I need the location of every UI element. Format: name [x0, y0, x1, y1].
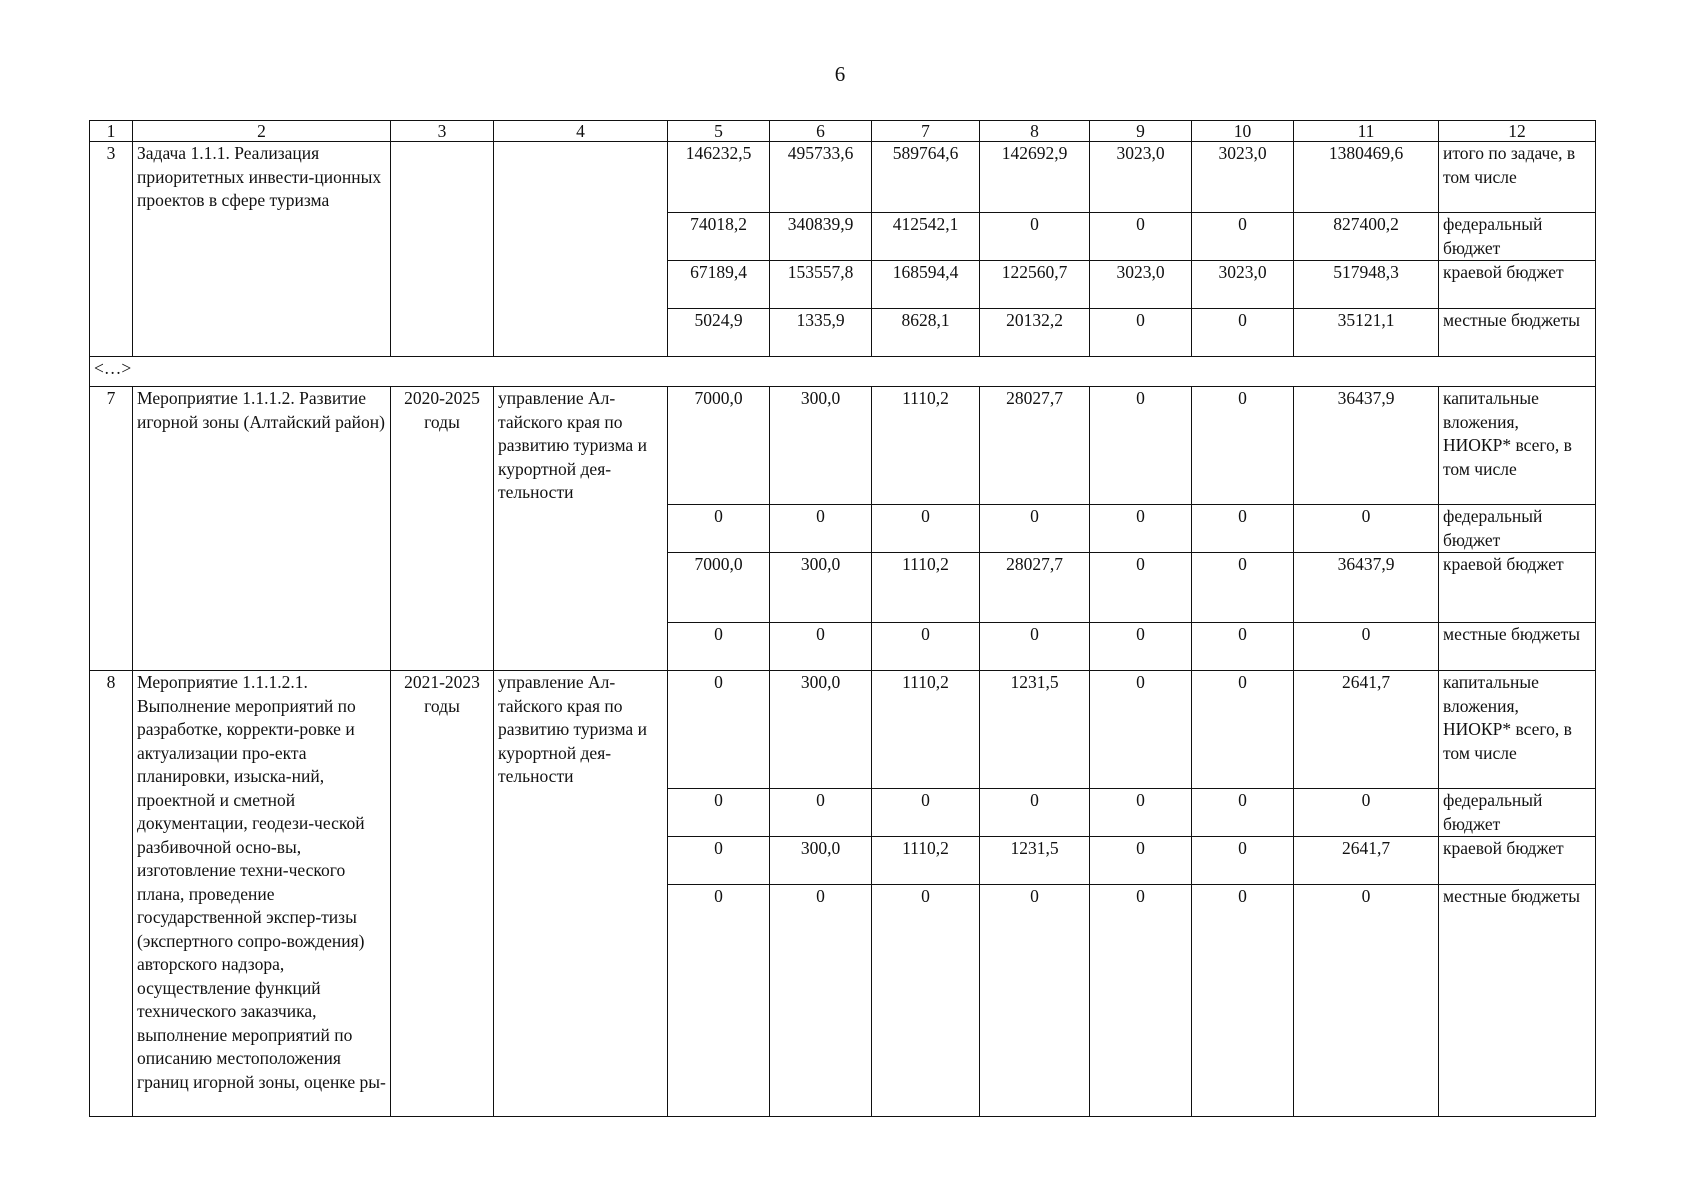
value-cell: 2641,7	[1294, 671, 1439, 789]
value-cell: 589764,6	[872, 142, 980, 213]
value-cell: 0	[1192, 505, 1294, 553]
value-cell: 0	[980, 885, 1090, 1117]
value-cell: 0	[872, 885, 980, 1117]
table-row	[90, 671, 1596, 789]
funding-source: капитальные вложения, НИОКР* всего, в том числе	[1439, 671, 1596, 789]
value-cell: 0	[668, 885, 770, 1117]
omitted-rows-marker: <…>	[90, 357, 1596, 387]
value-cell: 0	[1192, 789, 1294, 837]
value-cell: 1110,2	[872, 553, 980, 623]
value-cell: 3023,0	[1090, 142, 1192, 213]
value-cell: 0	[872, 789, 980, 837]
value-cell: 0	[872, 623, 980, 671]
column-header: 8	[980, 121, 1090, 142]
funding-source: краевой бюджет	[1439, 553, 1596, 623]
value-cell: 0	[1294, 505, 1439, 553]
executor: управление Ал-тайского края по развитию туризма и курортной дея-тельности	[494, 671, 668, 1117]
funding-source: местные бюджеты	[1439, 309, 1596, 357]
implementation-years	[391, 142, 494, 357]
column-header: 7	[872, 121, 980, 142]
value-cell: 0	[1090, 837, 1192, 885]
funding-source: краевой бюджет	[1439, 837, 1596, 885]
value-cell: 0	[1090, 789, 1192, 837]
value-cell: 5024,9	[668, 309, 770, 357]
column-header: 3	[391, 121, 494, 142]
value-cell: 0	[1090, 671, 1192, 789]
value-cell: 67189,4	[668, 261, 770, 309]
column-header: 1	[90, 121, 133, 142]
row-number: 8	[90, 671, 133, 1117]
value-cell: 1110,2	[872, 387, 980, 505]
funding-source: федеральный бюджет	[1439, 213, 1596, 261]
column-number-row	[90, 121, 1596, 142]
implementation-years: 2021-2023 годы	[391, 671, 494, 1117]
value-cell: 35121,1	[1294, 309, 1439, 357]
executor: управление Ал-тайского края по развитию туризма и курортной дея-тельности	[494, 387, 668, 671]
value-cell: 0	[1192, 553, 1294, 623]
value-cell: 300,0	[770, 387, 872, 505]
column-header: 6	[770, 121, 872, 142]
value-cell: 300,0	[770, 671, 872, 789]
value-cell: 0	[872, 505, 980, 553]
value-cell: 0	[980, 789, 1090, 837]
value-cell: 0	[1294, 885, 1439, 1117]
value-cell: 300,0	[770, 837, 872, 885]
value-cell: 142692,9	[980, 142, 1090, 213]
value-cell: 0	[1192, 387, 1294, 505]
table-row	[90, 387, 1596, 505]
table-row	[90, 142, 1596, 213]
value-cell: 412542,1	[872, 213, 980, 261]
value-cell: 3023,0	[1090, 261, 1192, 309]
page-number: 6	[834, 62, 846, 86]
value-cell: 122560,7	[980, 261, 1090, 309]
value-cell: 1231,5	[980, 671, 1090, 789]
value-cell: 1110,2	[872, 837, 980, 885]
value-cell: 0	[1294, 623, 1439, 671]
value-cell: 0	[1090, 213, 1192, 261]
column-header: 9	[1090, 121, 1192, 142]
value-cell: 0	[1090, 505, 1192, 553]
value-cell: 7000,0	[668, 553, 770, 623]
value-cell: 1231,5	[980, 837, 1090, 885]
column-header: 10	[1192, 121, 1294, 142]
value-cell: 28027,7	[980, 553, 1090, 623]
executor	[494, 142, 668, 357]
value-cell: 0	[1090, 885, 1192, 1117]
value-cell: 0	[668, 623, 770, 671]
value-cell: 1335,9	[770, 309, 872, 357]
omitted-rows-row	[90, 357, 1596, 387]
value-cell: 0	[1192, 623, 1294, 671]
implementation-years: 2020-2025 годы	[391, 387, 494, 671]
value-cell: 146232,5	[668, 142, 770, 213]
value-cell: 0	[668, 505, 770, 553]
value-cell: 517948,3	[1294, 261, 1439, 309]
funding-source: федеральный бюджет	[1439, 505, 1596, 553]
value-cell: 20132,2	[980, 309, 1090, 357]
value-cell: 0	[1192, 885, 1294, 1117]
value-cell: 3023,0	[1192, 142, 1294, 213]
value-cell: 0	[1090, 309, 1192, 357]
funding-source: местные бюджеты	[1439, 885, 1596, 1117]
value-cell: 495733,6	[770, 142, 872, 213]
value-cell: 1110,2	[872, 671, 980, 789]
value-cell: 0	[1192, 309, 1294, 357]
column-header: 5	[668, 121, 770, 142]
funding-source: капитальные вложения, НИОКР* всего, в том числе	[1439, 387, 1596, 505]
value-cell: 0	[1192, 671, 1294, 789]
value-cell: 0	[668, 837, 770, 885]
funding-source: местные бюджеты	[1439, 623, 1596, 671]
value-cell: 8628,1	[872, 309, 980, 357]
value-cell: 0	[1294, 789, 1439, 837]
value-cell: 7000,0	[668, 387, 770, 505]
row-number: 7	[90, 387, 133, 671]
value-cell: 0	[770, 505, 872, 553]
value-cell: 1380469,6	[1294, 142, 1439, 213]
value-cell: 0	[770, 789, 872, 837]
value-cell: 0	[668, 789, 770, 837]
value-cell: 827400,2	[1294, 213, 1439, 261]
value-cell: 0	[668, 671, 770, 789]
value-cell: 74018,2	[668, 213, 770, 261]
value-cell: 300,0	[770, 553, 872, 623]
value-cell: 0	[1090, 553, 1192, 623]
column-header: 2	[133, 121, 391, 142]
activity-name: Мероприятие 1.1.1.2. Развитие игорной зоны (Алтайский район)	[133, 387, 391, 671]
value-cell: 0	[1192, 213, 1294, 261]
value-cell: 0	[1090, 623, 1192, 671]
value-cell: 0	[980, 623, 1090, 671]
column-header: 12	[1439, 121, 1596, 142]
funding-source: федеральный бюджет	[1439, 789, 1596, 837]
value-cell: 28027,7	[980, 387, 1090, 505]
activity-name: Задача 1.1.1. Реализация приоритетных инвести-ционных проектов в сфере туризма	[133, 142, 391, 357]
value-cell: 36437,9	[1294, 387, 1439, 505]
funding-source: краевой бюджет	[1439, 261, 1596, 309]
row-number: 3	[90, 142, 133, 357]
value-cell: 0	[770, 885, 872, 1117]
value-cell: 340839,9	[770, 213, 872, 261]
value-cell: 0	[980, 213, 1090, 261]
value-cell: 0	[980, 505, 1090, 553]
column-header: 11	[1294, 121, 1439, 142]
value-cell: 2641,7	[1294, 837, 1439, 885]
value-cell: 0	[1192, 837, 1294, 885]
value-cell: 3023,0	[1192, 261, 1294, 309]
value-cell: 0	[770, 623, 872, 671]
value-cell: 153557,8	[770, 261, 872, 309]
column-header: 4	[494, 121, 668, 142]
value-cell: 36437,9	[1294, 553, 1439, 623]
activity-name: Мероприятие 1.1.1.2.1. Выполнение мероприятий по разработке, корректи-ровке и актуализации про-екта планировки, изыска-ний, проектной и сметной документации, геодези-ческой разбивочной осно-вы, изготовление техни-ческого плана, проведение государственной экспер-тизы (экспертного сопро-вождения) авторского надзора, осуществление функций технического заказчика, выполнение мероприятий по описанию местоположения границ игорной зоны, оценке ры-	[133, 671, 391, 1117]
funding-source: итого по задаче, в том числе	[1439, 142, 1596, 213]
budget-table	[89, 120, 1596, 1117]
value-cell: 168594,4	[872, 261, 980, 309]
value-cell: 0	[1090, 387, 1192, 505]
